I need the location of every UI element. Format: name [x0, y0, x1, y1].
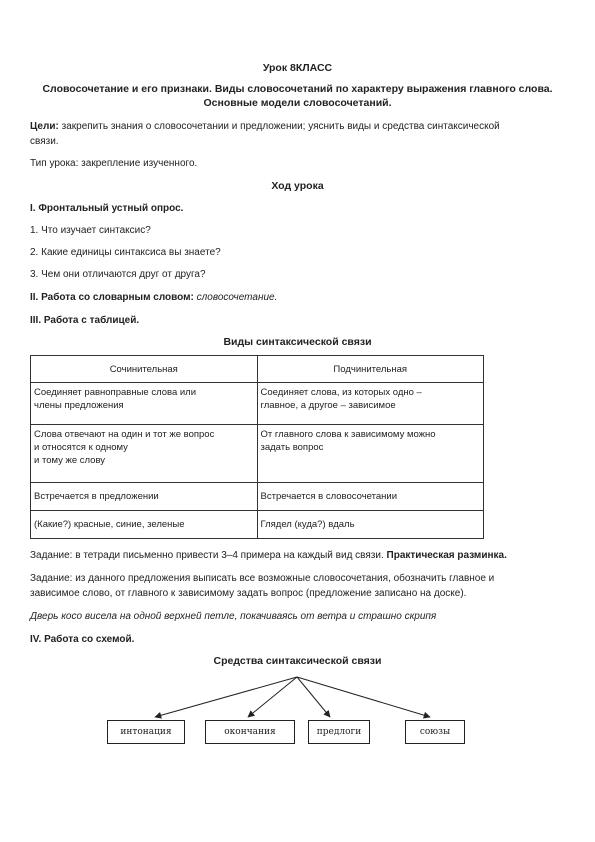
arrow-to-endings — [248, 677, 297, 717]
table-cell: Слова отвечают на один и тот же вопрос и относятся к одному и тому же слову — [31, 425, 258, 483]
table-cell: (Какие?) красные, синие, зеленые — [31, 511, 258, 539]
table-caption: Виды синтаксической связи — [223, 336, 372, 348]
goals-text-1: закрепить знания о словосочетании и предложении; уяснить виды и средства синтаксической — [58, 121, 500, 132]
question-1: 1. Что изучает синтаксис? — [30, 225, 151, 236]
section-3-title: III. Работа с таблицей. — [30, 315, 140, 326]
section-1-title: I. Фронтальный устный опрос. — [30, 203, 184, 214]
course-title: Ход урока — [271, 180, 324, 192]
section-2-title: II. Работа со словарным словом: — [30, 292, 194, 303]
goals-label: Цели: — [30, 121, 59, 132]
task-1-bold: Практическая разминка. — [386, 550, 507, 561]
arrow-to-prepositions — [297, 677, 330, 717]
question-3: 3. Чем они отличаются друг от друга? — [30, 269, 206, 280]
topic-line-2: Основные модели словосочетаний. — [203, 97, 392, 109]
task-2-line-2: зависимое слово, от главного к зависимому задать вопрос (предложение записано на доске). — [30, 588, 467, 599]
table-cell: Встречается в словосочетании — [257, 483, 484, 511]
task-1-text: Задание: в тетради письменно привести 3–4 примера на каждый вид связи. — [30, 550, 387, 561]
lesson-heading: Урок 8КЛАСС — [262, 62, 333, 74]
table-cell: Глядел (куда?) вдаль — [257, 511, 484, 539]
header-coordinating: Сочинительная — [31, 356, 258, 383]
table-cell: Встречается в предложении — [31, 483, 258, 511]
topic-line-1: Словосочетание и его признаки. Виды словосочетаний по характеру выражения главного слова. — [42, 83, 553, 95]
table-cell: От главного слова к зависимому можно задать вопрос — [257, 425, 484, 483]
header-subordinating: Подчинительная — [257, 356, 484, 383]
box-conjunctions: союзы — [405, 720, 465, 744]
arrow-to-intonation — [155, 677, 297, 717]
diagram-title: Средства синтаксической связи — [213, 655, 382, 667]
question-2: 2. Какие единицы синтаксиса вы знаете? — [30, 247, 221, 258]
box-intonation: интонация — [107, 720, 185, 744]
goals-text-2: связи. — [30, 136, 59, 147]
task-2-line-1: Задание: из данного предложения выписать все возможные словосочетания, обозначить главное и — [30, 573, 495, 584]
vocabulary-word: словосочетание. — [193, 292, 278, 303]
arrow-to-conjunctions — [297, 677, 430, 717]
box-endings: окончания — [205, 720, 295, 744]
box-prepositions: предлоги — [308, 720, 370, 744]
example-sentence: Дверь косо висела на одной верхней петле, покачиваясь от ветра и страшно скрипя — [30, 611, 437, 622]
lesson-type: Тип урока: закрепление изученного. — [30, 158, 198, 169]
section-4-title: IV. Работа со схемой. — [30, 634, 135, 645]
table-cell: Соединяет слова, из которых одно – главное, а другое – зависимое — [257, 383, 484, 425]
table-cell: Соединяет равноправные слова или члены предложения — [31, 383, 258, 425]
